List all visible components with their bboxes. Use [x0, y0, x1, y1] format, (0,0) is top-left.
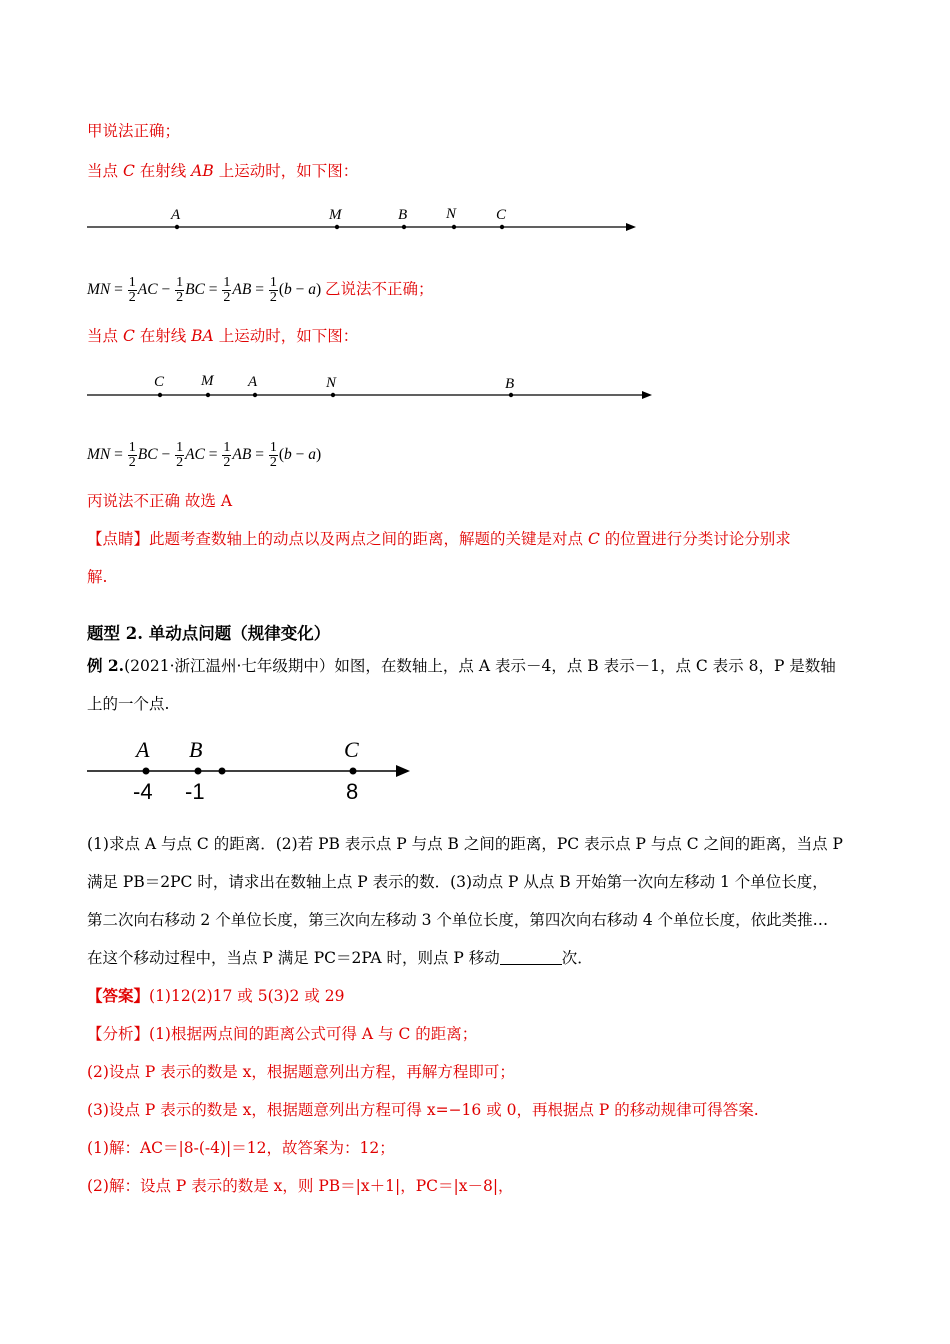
analysis-line: [87, 1023, 477, 1045]
axis-value-label: 8: [346, 779, 359, 804]
formula-line-2: MN = $\frac{1}{2}$ BC − $\frac{1}{2}$ AC = $\frac{1}{2}$ AB = $\frac{1}{2}$ (b − a): [87, 439, 322, 470]
point-c-label: C: [587, 530, 600, 548]
text-run: 乙说法不正确；: [325, 281, 434, 298]
text-run: 的位置进行分类讨论分别求: [599, 530, 791, 548]
point-dot: [195, 768, 202, 775]
text-run: 次．: [561, 949, 593, 967]
axis-point-label: N: [446, 206, 457, 222]
text-run: 上运动时，如下图：: [213, 162, 359, 180]
point-dot: [331, 393, 335, 397]
text-run: 当点: [87, 162, 123, 180]
answer-line: [87, 985, 344, 1007]
fraction: $\frac{1}{2}$: [128, 439, 136, 470]
point-dot: [509, 393, 513, 397]
point-dot: [452, 225, 456, 229]
text-run: 【点睛】此题考查数轴上的动点以及两点之间的距离，解题的关键是对点: [87, 530, 588, 548]
fraction: $\frac{1}{2}$: [176, 439, 184, 470]
answer-label: 【答案】: [87, 986, 150, 1005]
text-run: (1)12(2)17 或 5(3)2 或 29: [149, 987, 345, 1005]
axis-point-label: A: [248, 374, 258, 390]
point-dot: [158, 393, 162, 397]
text-line: 甲说法正确；: [87, 122, 181, 140]
arrow-head: [642, 391, 652, 399]
point-dot: [143, 768, 150, 775]
point-dot: [206, 393, 210, 397]
arrow-head: [396, 765, 410, 777]
point-dot: [500, 225, 504, 229]
axis-point-label: B: [189, 737, 203, 762]
text-run: 在射线: [134, 162, 192, 180]
text-line: 解.: [87, 568, 108, 586]
ray-ab-label: AB: [191, 162, 214, 180]
problem-line: [87, 947, 593, 969]
mn-label: MN: [87, 281, 111, 298]
fraction: $\frac{1}{2}$: [128, 274, 136, 305]
text-run: 当点: [87, 327, 123, 345]
axis-point-label: C: [154, 374, 165, 390]
point-dot: [253, 393, 257, 397]
solution-line: (1)解：AC＝|8-(-4)|＝12，故答案为：12；: [87, 1139, 395, 1157]
axis-point-label: A: [136, 737, 150, 762]
analysis-line: (2)设点 P 表示的数是 x，根据题意列出方程，再解方程即可；: [87, 1063, 515, 1081]
axis-point-label: C: [496, 207, 507, 223]
axis-point-label: B: [505, 376, 515, 392]
axis-point-label: M: [329, 207, 342, 223]
point-c-label: C: [122, 327, 135, 345]
text-run: 在这个移动过程中，当点 P 满足 PC＝2PA 时，则点 P 移动: [87, 949, 500, 967]
analysis-label: 【分析】: [87, 1025, 150, 1043]
axis-point-label: M: [201, 373, 214, 389]
example-line-1: [87, 655, 836, 677]
answer-blank: [500, 950, 562, 965]
formula-line-1: MN = $\frac{1}{2}$ AC − $\frac{1}{2}$ BC = $\frac{1}{2}$ AB = $\frac{1}{2}$ (b − a) 乙说法不正确；: [87, 274, 434, 305]
text-line: [87, 160, 358, 182]
example-line-2: 上的一个点.: [87, 695, 170, 713]
point-dot: [402, 225, 406, 229]
point-dot: [350, 768, 357, 775]
point-dot: [335, 225, 339, 229]
axis-point-label: C: [344, 737, 359, 762]
section-title: 题型 2. 单动点问题（规律变化）: [87, 624, 331, 643]
text-line: [87, 325, 358, 347]
ray-ba-label: BA: [191, 327, 214, 345]
solution-line: (2)解：设点 P 表示的数是 x，则 PB＝|x＋1|，PC＝|x－8|，: [87, 1177, 514, 1195]
axis-point-label: N: [326, 375, 337, 391]
axis-value-label: -4: [133, 779, 153, 804]
axis-value-label: -1: [185, 779, 205, 804]
point-dot: [219, 768, 226, 775]
axis-point-label: B: [398, 207, 408, 223]
text-run: (2021·浙江温州·七年级期中）如图，在数轴上，点 A 表示－4，点 B 表示－1，点 C 表示 8，P 是数轴: [124, 657, 836, 675]
fraction: $\frac{1}{2}$: [269, 439, 277, 470]
problem-line: 第二次向右移动 2 个单位长度，第三次向左移动 3 个单位长度，第四次向右移动 4 个单位长度，依此类推…: [87, 911, 829, 929]
point-dot: [175, 225, 179, 229]
text-line: 丙说法不正确 故选 A: [87, 492, 233, 510]
axis-point-label: A: [171, 207, 181, 223]
problem-line: (1)求点 A 与点 C 的距离．(2)若 PB 表示点 P 与点 B 之间的距离，PC 表示点 P 与点 C 之间的距离，当点 P: [87, 835, 843, 853]
text-run: 上运动时，如下图：: [213, 327, 359, 345]
arrow-head: [626, 223, 636, 231]
text-run: 在射线: [134, 327, 192, 345]
fraction: $\frac{1}{2}$: [176, 274, 184, 305]
fraction: $\frac{1}{2}$: [269, 274, 277, 305]
fraction: $\frac{1}{2}$: [223, 274, 231, 305]
fraction: $\frac{1}{2}$: [223, 439, 231, 470]
comment-line: [87, 528, 791, 550]
text-run: (1)根据两点间的距离公式可得 A 与 C 的距离；: [149, 1025, 478, 1043]
point-c-label: C: [122, 162, 135, 180]
problem-line: 满足 PB＝2PC 时，请求出在数轴上点 P 表示的数．(3)动点 P 从点 B 开始第一次向左移动 1 个单位长度，: [87, 873, 828, 891]
example-label: 例 2.: [87, 656, 125, 675]
analysis-line: (3)设点 P 表示的数是 x，根据题意列出方程可得 x=−16 或 0，再根据点 P 的移动规律可得答案.: [87, 1101, 759, 1119]
